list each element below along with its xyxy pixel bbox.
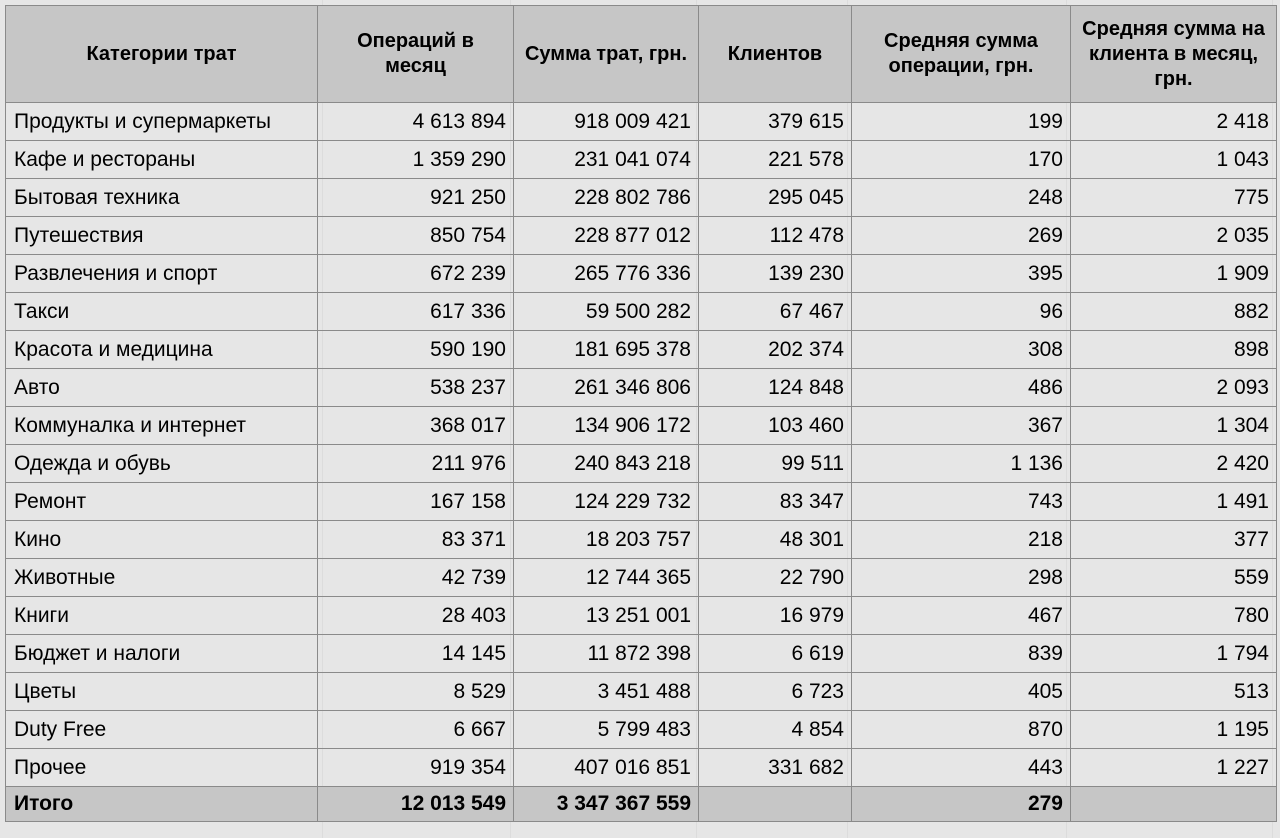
cell-avg-sum-per-client[interactable]: 1 043 [1071,141,1277,179]
table-row [6,331,1277,369]
table-row [6,407,1277,445]
cell-clients[interactable]: 295 045 [699,179,852,217]
cell-category[interactable]: Развлечения и спорт [6,255,318,293]
cell-category[interactable]: Такси [6,293,318,331]
cell-avg-sum-per-client[interactable]: 882 [1071,293,1277,331]
cell-avg-operation-sum[interactable]: 467 [852,597,1071,635]
cell-clients[interactable]: 99 511 [699,445,852,483]
cell-avg-sum-per-client[interactable]: 559 [1071,559,1277,597]
table-row [6,521,1277,559]
cell-operations[interactable]: 919 354 [318,749,514,787]
cell-avg-sum-per-client[interactable]: 775 [1071,179,1277,217]
cell-spending-sum[interactable]: 13 251 001 [514,597,699,635]
cell-spending-sum[interactable]: 231 041 074 [514,141,699,179]
cell-spending-sum[interactable]: 265 776 336 [514,255,699,293]
table-row [6,255,1277,293]
cell-operations[interactable]: 1 359 290 [318,141,514,179]
table-row [6,711,1277,749]
cell-spending-sum[interactable]: 228 802 786 [514,179,699,217]
table-row [6,141,1277,179]
table-body [6,103,1277,787]
cell-operations[interactable]: 6 667 [318,711,514,749]
cell-avg-sum-per-client[interactable]: 377 [1071,521,1277,559]
cell-spending-sum[interactable]: 240 843 218 [514,445,699,483]
cell-avg-sum-per-client[interactable]: 2 420 [1071,445,1277,483]
cell-avg-sum-per-client[interactable]: 2 093 [1071,369,1277,407]
cell-avg-sum-per-client[interactable]: 1 195 [1071,711,1277,749]
cell-spending-sum[interactable]: 228 877 012 [514,217,699,255]
cell-avg-operation-sum[interactable]: 248 [852,179,1071,217]
cell-avg-operation-sum[interactable]: 1 136 [852,445,1071,483]
cell-spending-sum[interactable]: 12 744 365 [514,559,699,597]
cell-avg-operation-sum[interactable]: 839 [852,635,1071,673]
cell-clients[interactable]: 124 848 [699,369,852,407]
cell-avg-sum-per-client[interactable]: 2 418 [1071,103,1277,141]
cell-avg-operation-sum[interactable]: 443 [852,749,1071,787]
table-row [6,749,1277,787]
cell-spending-sum[interactable]: 11 872 398 [514,635,699,673]
cell-clients[interactable]: 139 230 [699,255,852,293]
cell-category[interactable]: Книги [6,597,318,635]
cell-clients[interactable]: 103 460 [699,407,852,445]
cell-avg-sum-per-client[interactable]: 1 794 [1071,635,1277,673]
cell-clients[interactable]: 22 790 [699,559,852,597]
cell-category[interactable]: Коммуналка и интернет [6,407,318,445]
cell-avg-operation-sum[interactable]: 367 [852,407,1071,445]
cell-operations[interactable]: 672 239 [318,255,514,293]
header-operations-per-month[interactable]: Операций в месяц [318,6,514,103]
cell-avg-operation-sum[interactable]: 308 [852,331,1071,369]
cell-avg-sum-per-client[interactable]: 1 227 [1071,749,1277,787]
cell-avg-sum-per-client[interactable]: 1 304 [1071,407,1277,445]
cell-operations[interactable]: 14 145 [318,635,514,673]
cell-operations[interactable]: 617 336 [318,293,514,331]
header-clients[interactable]: Клиентов [699,6,852,103]
total-row [6,787,1277,822]
cell-category[interactable]: Путешествия [6,217,318,255]
cell-avg-sum-per-client[interactable]: 1 491 [1071,483,1277,521]
cell-avg-operation-sum[interactable]: 199 [852,103,1071,141]
spending-categories-table [5,5,1277,822]
cell-spending-sum[interactable]: 181 695 378 [514,331,699,369]
table-row [6,635,1277,673]
cell-category[interactable]: Авто [6,369,318,407]
cell-avg-operation-sum[interactable]: 405 [852,673,1071,711]
header-avg-sum-per-client[interactable]: Средняя сумма на клиента в месяц, грн. [1071,6,1277,103]
cell-category[interactable]: Прочее [6,749,318,787]
cell-category[interactable]: Кафе и рестораны [6,141,318,179]
cell-category[interactable]: Одежда и обувь [6,445,318,483]
cell-category[interactable]: Бытовая техника [6,179,318,217]
cell-operations[interactable]: 211 976 [318,445,514,483]
table-row [6,217,1277,255]
cell-clients[interactable]: 16 979 [699,597,852,635]
cell-avg-sum-per-client[interactable]: 1 909 [1071,255,1277,293]
cell-spending-sum[interactable]: 18 203 757 [514,521,699,559]
cell-clients[interactable]: 4 854 [699,711,852,749]
total-label[interactable]: Итого [6,787,318,822]
cell-clients[interactable]: 379 615 [699,103,852,141]
total-operations[interactable]: 12 013 549 [318,787,514,822]
cell-clients[interactable]: 48 301 [699,521,852,559]
cell-category[interactable]: Бюджет и налоги [6,635,318,673]
cell-spending-sum[interactable]: 59 500 282 [514,293,699,331]
table-row [6,597,1277,635]
total-avg-sum-per-client[interactable] [1071,787,1277,822]
cell-avg-sum-per-client[interactable]: 780 [1071,597,1277,635]
cell-category[interactable]: Ремонт [6,483,318,521]
table-row [6,483,1277,521]
cell-operations[interactable]: 921 250 [318,179,514,217]
cell-clients[interactable]: 331 682 [699,749,852,787]
cell-avg-sum-per-client[interactable]: 898 [1071,331,1277,369]
cell-category[interactable]: Красота и медицина [6,331,318,369]
header-category[interactable]: Категории трат [6,6,318,103]
header-row [6,6,1277,103]
cell-spending-sum[interactable]: 134 906 172 [514,407,699,445]
cell-spending-sum[interactable]: 407 016 851 [514,749,699,787]
total-spending-sum[interactable]: 3 347 367 559 [514,787,699,822]
cell-avg-sum-per-client[interactable]: 513 [1071,673,1277,711]
cell-operations[interactable]: 850 754 [318,217,514,255]
total-avg-operation-sum[interactable]: 279 [852,787,1071,822]
cell-avg-operation-sum[interactable]: 96 [852,293,1071,331]
cell-category[interactable]: Кино [6,521,318,559]
cell-avg-operation-sum[interactable]: 269 [852,217,1071,255]
table-row [6,369,1277,407]
cell-operations[interactable]: 538 237 [318,369,514,407]
cell-operations[interactable]: 42 739 [318,559,514,597]
table-row [6,559,1277,597]
cell-avg-operation-sum[interactable]: 743 [852,483,1071,521]
cell-spending-sum[interactable]: 124 229 732 [514,483,699,521]
cell-operations[interactable]: 83 371 [318,521,514,559]
table-row [6,445,1277,483]
cell-operations[interactable]: 590 190 [318,331,514,369]
cell-clients[interactable]: 6 619 [699,635,852,673]
cell-clients[interactable]: 67 467 [699,293,852,331]
cell-avg-operation-sum[interactable]: 218 [852,521,1071,559]
header-avg-operation-sum[interactable]: Средняя сумма операции, грн. [852,6,1071,103]
table-row [6,673,1277,711]
header-spending-sum[interactable]: Сумма трат, грн. [514,6,699,103]
cell-clients[interactable]: 6 723 [699,673,852,711]
cell-avg-operation-sum[interactable]: 395 [852,255,1071,293]
cell-spending-sum[interactable]: 3 451 488 [514,673,699,711]
cell-spending-sum[interactable]: 918 009 421 [514,103,699,141]
cell-avg-sum-per-client[interactable]: 2 035 [1071,217,1277,255]
cell-operations[interactable]: 8 529 [318,673,514,711]
cell-spending-sum[interactable]: 261 346 806 [514,369,699,407]
cell-avg-operation-sum[interactable]: 170 [852,141,1071,179]
cell-clients[interactable]: 221 578 [699,141,852,179]
cell-category[interactable]: Продукты и супермаркеты [6,103,318,141]
table-row [6,103,1277,141]
cell-clients[interactable]: 112 478 [699,217,852,255]
cell-operations[interactable]: 368 017 [318,407,514,445]
table-row [6,293,1277,331]
cell-category[interactable]: Duty Free [6,711,318,749]
cell-operations[interactable]: 167 158 [318,483,514,521]
cell-category[interactable]: Животные [6,559,318,597]
cell-spending-sum[interactable]: 5 799 483 [514,711,699,749]
cell-operations[interactable]: 28 403 [318,597,514,635]
cell-operations[interactable]: 4 613 894 [318,103,514,141]
cell-avg-operation-sum[interactable]: 486 [852,369,1071,407]
cell-avg-operation-sum[interactable]: 298 [852,559,1071,597]
cell-category[interactable]: Цветы [6,673,318,711]
cell-avg-operation-sum[interactable]: 870 [852,711,1071,749]
cell-clients[interactable]: 202 374 [699,331,852,369]
total-clients[interactable] [699,787,852,822]
cell-clients[interactable]: 83 347 [699,483,852,521]
table-row [6,179,1277,217]
